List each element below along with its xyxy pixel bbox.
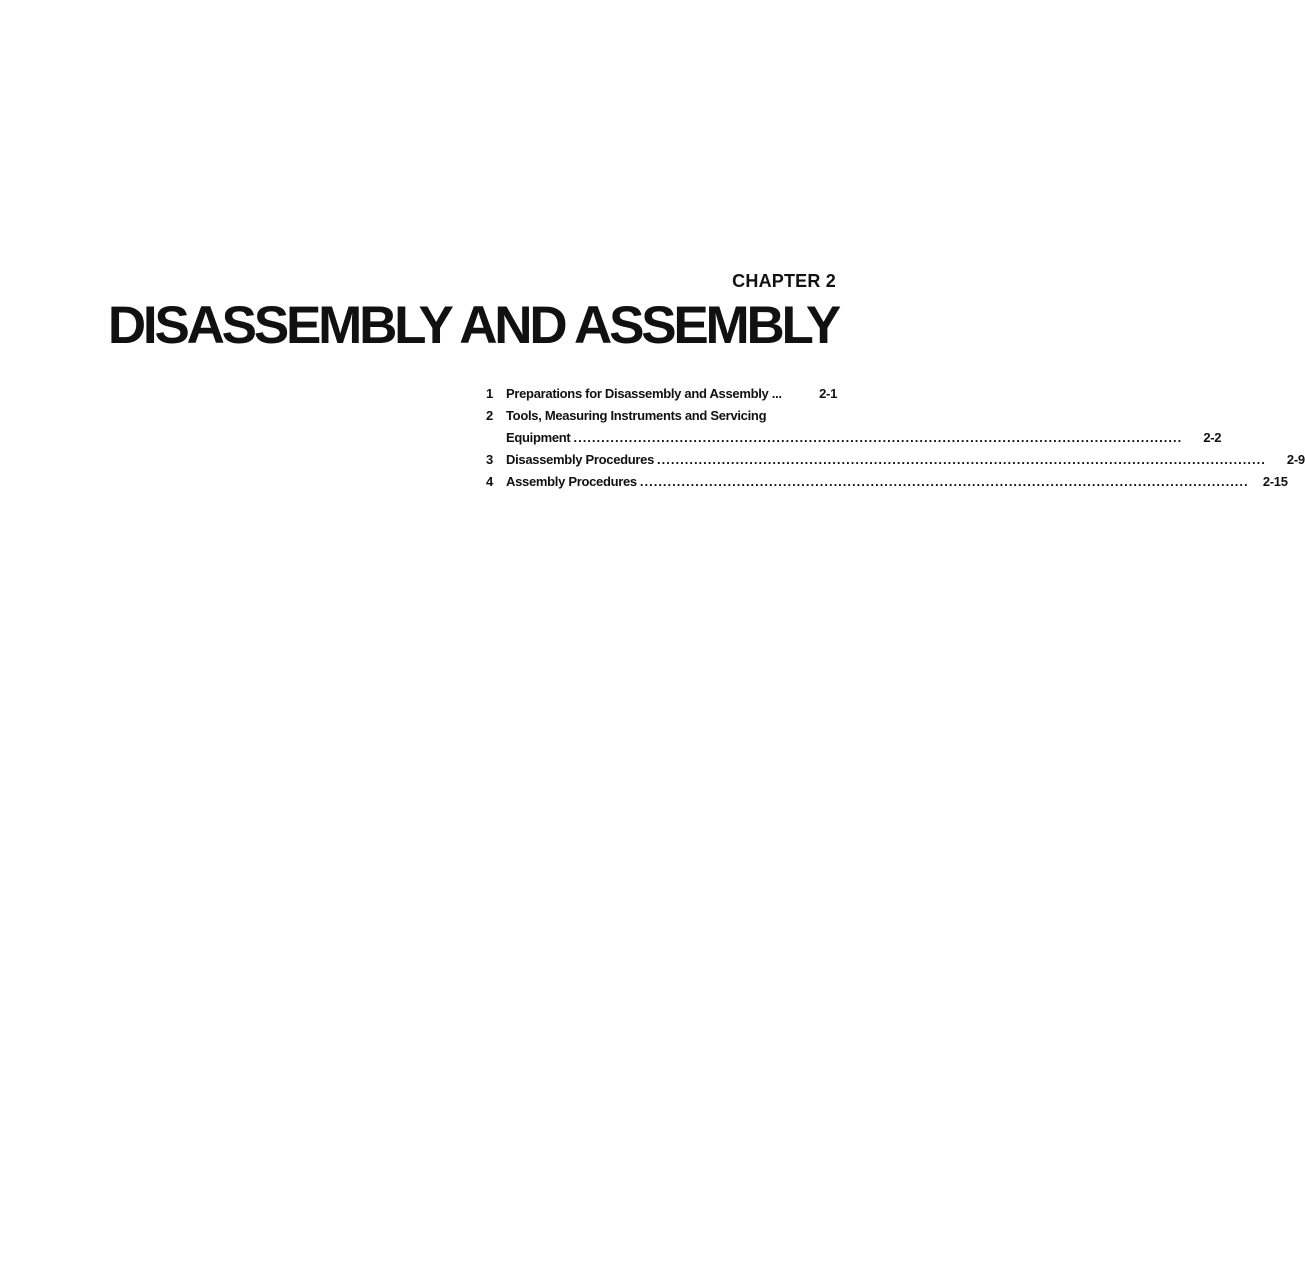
toc-leader-dots xyxy=(657,449,1266,471)
toc-entry-1[interactable] xyxy=(486,383,837,405)
chapter-label: CHAPTER 2 xyxy=(732,271,836,291)
toc-entry-3[interactable] xyxy=(486,449,1305,471)
toc-entry-number: 2 xyxy=(486,408,493,423)
toc-leader-dots xyxy=(573,427,1182,449)
toc-entry-page: 2-2 xyxy=(1203,430,1222,445)
toc-entry-page: 2-15 xyxy=(1262,474,1288,489)
toc-leader-dots xyxy=(640,471,1249,493)
chapter-title: DISASSEMBLY AND ASSEMBLY xyxy=(107,296,838,355)
toc-entry-2-continued[interactable] xyxy=(486,427,1222,449)
toc-entry-number: 1 xyxy=(486,386,493,401)
toc-entry-page: 2-9 xyxy=(1286,452,1305,467)
toc-entry-title: Assembly Procedures xyxy=(506,474,637,489)
toc-entry-title: Equipment xyxy=(506,430,571,445)
toc-entry-2[interactable] xyxy=(486,405,837,427)
toc-entry-number: 3 xyxy=(486,452,493,467)
toc-entry-title: Disassembly Procedures xyxy=(506,452,655,467)
toc-entry-title: Preparations for Disassembly and Assembly ... xyxy=(506,386,782,401)
toc-entry-number: 4 xyxy=(486,474,493,489)
toc-entry-page: 2-1 xyxy=(819,386,837,401)
table-of-contents xyxy=(486,383,1305,493)
toc-entry-4[interactable] xyxy=(486,471,1288,493)
toc-entry-title: Tools, Measuring Instruments and Servicing xyxy=(506,408,767,423)
